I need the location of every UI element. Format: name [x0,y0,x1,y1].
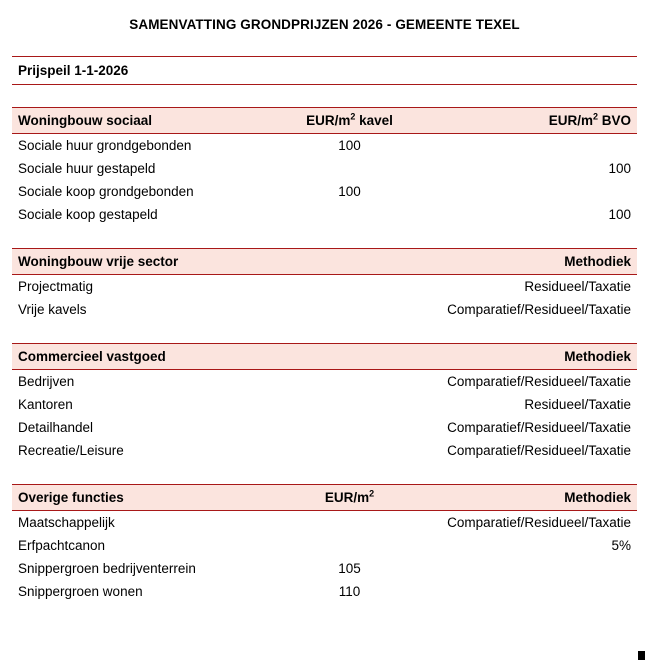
row-value-bvo: 100 [608,161,631,176]
page-title: SAMENVATTING GRONDPRIJZEN 2026 - GEMEENTE TEXEL [129,17,520,32]
section-header-row [12,344,637,370]
column-header-eur-m2-text: EUR/m [324,490,370,505]
table-row [12,370,637,394]
table-row [12,157,637,180]
section-header-row [12,108,637,134]
prijspeil-row [12,57,637,85]
column-header-bvo-suffix: BVO [597,113,631,128]
row-value-bvo [425,134,638,158]
section-title: Woningbouw sociaal [12,108,275,134]
row-value-methodiek: Comparatief/Residueel/Taxatie [447,374,631,389]
section-overige-functies [12,484,637,603]
row-value-eur-m2 [275,534,425,557]
spacer [12,85,637,107]
spacer [12,321,637,343]
row-value-eur-m2: 105 [338,561,361,576]
spacer [12,462,637,484]
table-row [12,275,637,299]
row-value-eur-m2: 110 [338,584,361,599]
row-value-methodiek: Comparatief/Residueel/Taxatie [447,515,631,530]
section-woningbouw-sociaal [12,107,637,226]
column-header-methodiek: Methodiek [275,344,638,370]
table-row [12,580,637,603]
section-title: Commercieel vastgoed [12,344,275,370]
row-label: Maatschappelijk [18,515,115,530]
table-row [12,439,637,462]
superscript-2: 2 [350,111,356,122]
column-header-methodiek: Methodiek [275,249,638,275]
row-value-methodiek: 5% [611,538,631,553]
table-row [12,203,637,226]
column-header-kavel-text: EUR/m [306,113,351,128]
column-header-bvo [425,108,638,134]
table-row [12,134,637,158]
table-row [12,393,637,416]
row-value-methodiek: Comparatief/Residueel/Taxatie [447,302,631,317]
section-commercieel-vastgoed [12,343,637,462]
table-row [12,557,637,580]
spacer [12,226,637,248]
table-row [12,180,637,203]
spacer [12,32,637,56]
section-title: Overige functies [12,485,275,511]
column-header-methodiek: Methodiek [425,485,638,511]
table-row [12,534,637,557]
row-value-bvo: 100 [608,207,631,222]
row-label: Sociale huur gestapeld [18,161,156,176]
column-header-bvo-text: EUR/m [548,113,593,128]
section-title: Woningbouw vrije sector [12,249,275,275]
row-label: Sociale koop grondgebonden [18,184,194,199]
row-value-kavel: 100 [338,138,361,153]
row-value-methodiek: Residueel/Taxatie [524,279,631,294]
prijspeil-block [12,56,637,85]
row-value-methodiek: Comparatief/Residueel/Taxatie [447,420,631,435]
row-label: Recreatie/Leisure [18,443,124,458]
row-label: Kantoren [18,397,73,412]
row-value-kavel [275,157,425,180]
row-label: Sociale huur grondgebonden [18,138,192,153]
row-label: Sociale koop gestapeld [18,207,158,222]
column-header-kavel [275,108,425,134]
row-value-methodiek [425,580,638,603]
table-row [12,416,637,439]
column-header-kavel-suffix: kavel [355,113,393,128]
document-page [0,17,649,662]
row-label: Snippergroen bedrijventerrein [18,561,196,576]
row-value-bvo [425,180,638,203]
prijspeil-label: Prijspeil 1-1-2026 [12,57,637,85]
row-value-methodiek [425,557,638,580]
page-corner-mark [638,651,645,660]
table-row [12,511,637,535]
column-header-eur-m2 [275,485,425,511]
section-header-row [12,249,637,275]
section-woningbouw-vrije-sector [12,248,637,321]
row-label: Detailhandel [18,420,94,435]
section-header-row [12,485,637,511]
superscript-2: 2 [592,111,598,122]
row-value-kavel: 100 [338,184,361,199]
row-value-methodiek: Residueel/Taxatie [524,397,631,412]
row-value-kavel [275,203,425,226]
superscript-2: 2 [369,488,375,499]
row-value-methodiek: Comparatief/Residueel/Taxatie [447,443,631,458]
row-value-eur-m2 [275,511,425,535]
row-label: Bedrijven [18,374,75,389]
row-label: Erfpachtcanon [18,538,106,553]
row-label: Snippergroen wonen [18,584,143,599]
row-label: Projectmatig [18,279,94,294]
row-label: Vrije kavels [18,302,87,317]
table-row [12,298,637,321]
